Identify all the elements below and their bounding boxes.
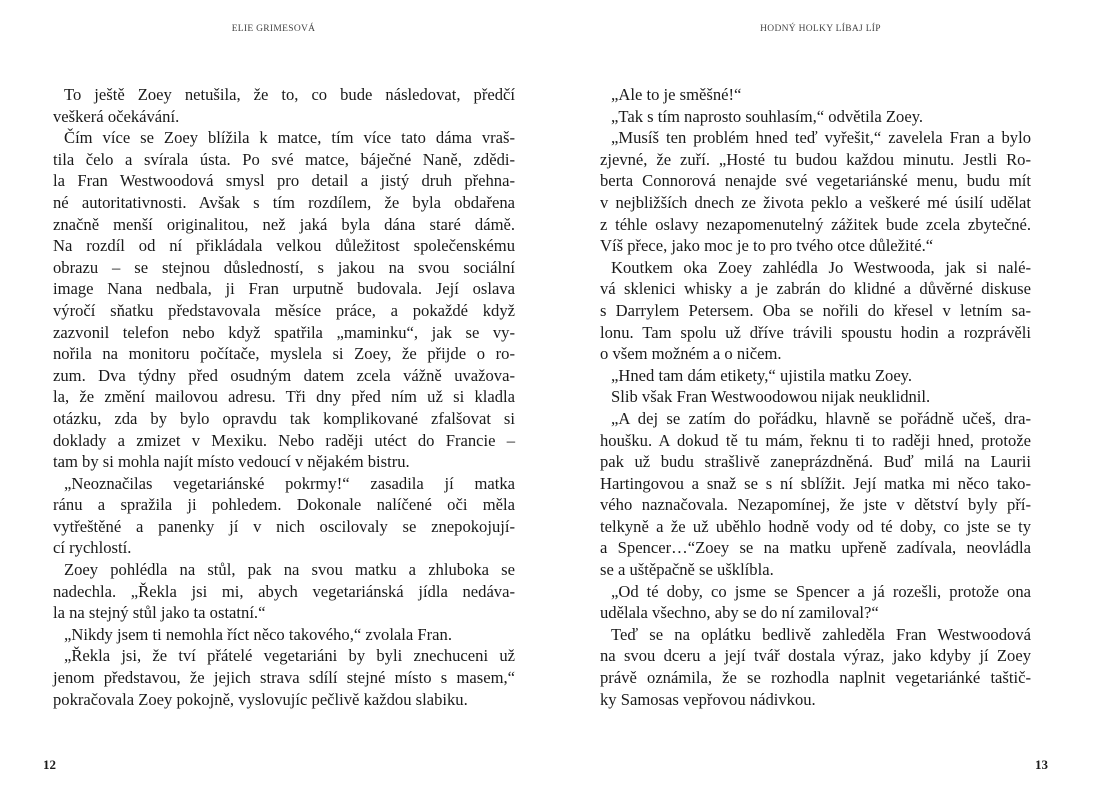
text-line: „Hned tam dám etikety,“ ujistila matku Zoey. <box>611 365 913 385</box>
text-line: výročí sňatku představovala měsíce práce, a pokaždé když <box>53 300 515 320</box>
text-line: la Fran Westwoodová smysl pro detail a jistý druh přehna- <box>53 171 515 191</box>
paragraph <box>53 645 515 710</box>
text-line: vytřeštěné a panenky jí v nich oscilovaly se znepokojují- <box>53 516 515 536</box>
text-line: „Tak s tím naprosto souhlasím,“ odvětila Zoey. <box>611 106 924 126</box>
text-line: To ještě Zoey netušila, že to, co bude následovat, předčí <box>64 85 515 104</box>
text-line: ránu a spražila ji pohledem. Dokonale nalíčené oči měla <box>53 495 515 515</box>
text-line: a Spencer…“Zoey se na matku upřeně zadívala, neovládla <box>600 538 1031 558</box>
running-head-title: HODNÝ HOLKY LÍBAJ LÍP <box>760 24 881 34</box>
text-line: nořila na monitoru počítače, myslela si Zoey, že přijde o ro- <box>53 344 515 364</box>
text-line: na svou dceru a její tvář dostala výraz, jako kdyby jí Zoey <box>600 646 1031 666</box>
text-line: lonu. Tam spolu už dříve trávili spoustu hodin a rozprávěli <box>600 322 1031 342</box>
text-line: udělala všechno, aby se do ní zamiloval?“ <box>600 603 879 623</box>
text-line: la, že změní mailovou adresu. Tři dny před ním už si kladla <box>53 387 515 407</box>
text-line: veškerá očekávání. <box>53 106 180 126</box>
text-line: „Řekla jsi, že tví přátelé vegetariáni by byli znechuceni už <box>64 646 515 666</box>
text-line: o všem možném a o ničem. <box>600 344 782 364</box>
text-line: „Ale to je směšné!“ <box>611 85 742 104</box>
text-line: s Darrylem Petersem. Oba se nořili do křesel v letním sa- <box>600 300 1031 320</box>
text-line: Slib však Fran Westwoodowou nijak neuklidnil. <box>611 387 931 407</box>
paragraph <box>600 257 1031 365</box>
text-line: houšku. A dokud tě tu mám, řeknu ti to raději hned, protože <box>600 430 1031 450</box>
text-line: zjevné, že zuří. „Hosté tu budou každou minutu. Jestli Ro- <box>600 149 1031 169</box>
body-text <box>53 84 515 710</box>
body-text <box>600 84 1031 710</box>
text-line: ky Samosas vepřovou nádivkou. <box>600 689 816 709</box>
paragraph <box>600 624 1031 710</box>
text-line: la na stejný stůl jako ta ostatní.“ <box>53 603 266 623</box>
paragraph <box>600 581 1031 624</box>
paragraph <box>53 473 515 559</box>
text-line: Teď se na oplátku bedlivě zahleděla Fran Westwoodová <box>611 624 1031 644</box>
text-line: cí rychlostí. <box>53 538 132 558</box>
text-line: berta Connorová nenajde své vegetariánské menu, budu mít <box>600 171 1031 191</box>
text-line: zazvonil telefon nebo když spatřila „maminku“, jak se vy- <box>53 322 515 342</box>
paragraph <box>600 127 1031 257</box>
text-line: „Nikdy jsem ti nemohla říct něco takového,“ zvolala Fran. <box>64 624 452 644</box>
text-line: „Neoznačilas vegetariánské pokrmy!“ zasadila jí matka <box>64 473 515 493</box>
paragraph <box>600 106 1031 128</box>
text-line: nadechla. „Řekla jsi mi, abych vegetariánská jídla nedáva- <box>53 581 515 601</box>
text-line: né autoritativnosti. Avšak s tím rozdílem, že byla obdařena <box>53 192 515 212</box>
text-line: telkyně a že už uběhlo hodně vody od té doby, co jste se ty <box>600 516 1031 536</box>
paragraph <box>53 127 515 473</box>
text-line: právě oznámila, že se rozhodla naplnit vegetariánké taštič- <box>600 668 1031 688</box>
text-line: otázku, zda by bylo opravdu tak komplikované zfalšovat si <box>53 408 515 428</box>
text-line: obrazu – se stejnou důsledností, s jakou na svou sociální <box>53 257 515 277</box>
text-line: Čím více se Zoey blížila k matce, tím více tato dáma vraš- <box>64 128 515 148</box>
text-line: Na rozdíl od ní přikládala velkou důležitost společenskému <box>53 236 515 256</box>
text-line: „Musíš ten problém hned teď vyřešit,“ zavelela Fran a bylo <box>611 128 1031 148</box>
paragraph <box>53 624 515 646</box>
text-line: doklady a zmizet v Mexiku. Nebo raději utéct do Francie – <box>53 430 515 450</box>
text-line: Víš přece, jako moc je to pro tvého otce důležité.“ <box>600 236 934 256</box>
text-line: tam by si mohla najít místo vedoucí v nějakém bistru. <box>53 452 410 472</box>
text-line: pokračovala Zoey pokojně, vyslovujíc pečlivě každou slabiku. <box>53 689 468 709</box>
page-number: 12 <box>43 757 56 772</box>
text-line: zum. Dva týdny před osudným datem zcela vážně uvažova- <box>53 365 515 385</box>
text-line: značně menší originalitou, než jaká byla dána staré dámě. <box>53 214 515 234</box>
text-line: „Od té doby, co jsme se Spencer a já rozešli, protože ona <box>611 581 1031 601</box>
paragraph <box>600 365 1031 387</box>
text-line: vého naznačovala. Nezapomínej, že jste v dětství byly pří- <box>600 495 1031 515</box>
text-line: pak už budu strašlivě zaneprázdněná. Buď milá na Laurii <box>600 452 1031 472</box>
paragraph <box>600 408 1031 581</box>
text-line: se a uštěpačně se ušklíbla. <box>600 560 774 580</box>
text-line: Koutkem oka Zoey zahlédla Jo Westwooda, jak si nalé- <box>611 257 1031 277</box>
text-line: jenom představou, že jejich strava sdílí stejné místo s masem,“ <box>53 668 515 688</box>
page-number: 13 <box>1035 757 1048 772</box>
text-line: Zoey pohlédla na stůl, pak na svou matku a zhluboka se <box>64 560 515 580</box>
running-head-author: ELIE GRIMESOVÁ <box>231 24 316 34</box>
text-line: v nejbližších dnech ze života peklo a veškeré mé úsilí udělat <box>600 192 1031 212</box>
text-line: image Nana nedbala, ji Fran urputně budovala. Její oslava <box>53 279 515 299</box>
text-line: tila čelo a svírala ústa. Po své matce, báječné Naně, zdědi- <box>53 149 515 169</box>
paragraph <box>53 84 515 127</box>
text-line: z téhle oslavy nezapomenutelný zážitek bude zcela zbytečné. <box>600 214 1031 234</box>
text-line: vá sklenici whisky a je zabrán do klidné a důvěrné diskuse <box>600 279 1031 299</box>
text-line: „A dej se zatím do pořádku, hlavně se pořádně učeš, dra- <box>611 408 1031 428</box>
paragraph <box>600 84 1031 106</box>
paragraph <box>600 386 1031 408</box>
paragraph <box>53 559 515 624</box>
right-page <box>547 0 1094 800</box>
text-line: Hartingovou a snaž se s ní sblížit. Její matka mi něco tako- <box>600 473 1031 493</box>
